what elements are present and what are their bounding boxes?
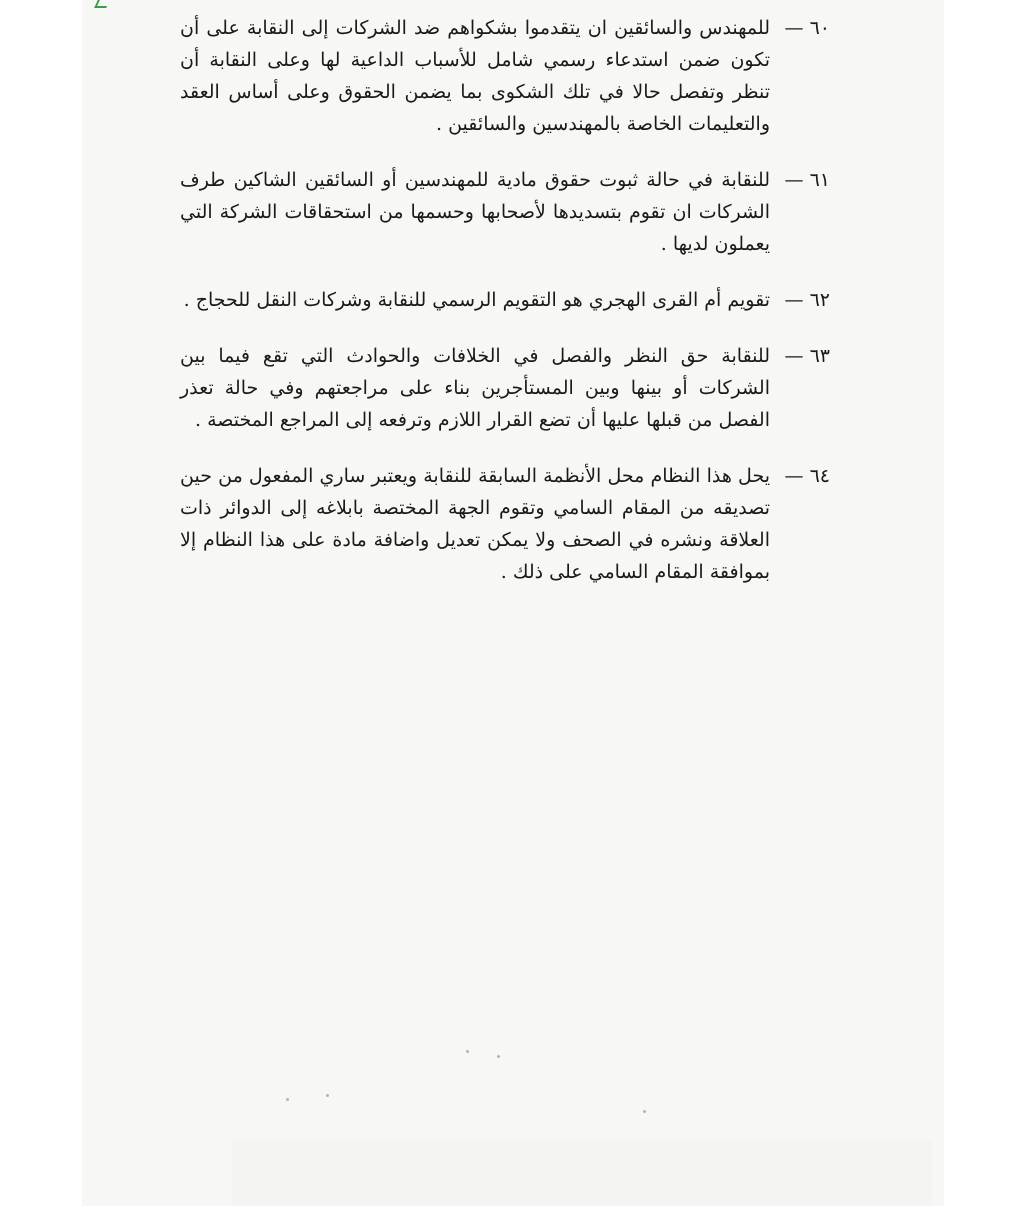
article-text: للمهندس والسائقين ان يتقدموا بشكواهم ضد الشركات إلى النقابة على أن تكون ضمن استدعاء رسمي شامل للأسباب الداعية لها وعلى النقابة أن تنظر وتفصل حالا في تلك الشكوى بما يضمن الحقوق وعلى أساس العقد والتعليمات الخاصة بالمهندسين والسائقين . bbox=[180, 17, 770, 135]
article-60 bbox=[180, 12, 830, 140]
articles-list bbox=[180, 12, 830, 612]
article-number: ٦٣ — bbox=[784, 345, 830, 367]
article-number: ٦٢ — bbox=[784, 289, 830, 311]
article-number: ٦٠ — bbox=[784, 17, 830, 39]
article-text: يحل هذا النظام محل الأنظمة السابقة للنقابة ويعتبر ساري المفعول من حين تصديقه من المقام السامي وتقوم الجهة المختصة بابلاغه إلى الدوائر ذات العلاقة ونشره في الصحف ولا يمكن تعديل واضافة مادة على هذا النظام إلا بموافقة المقام السامي على ذلك . bbox=[180, 465, 770, 583]
article-61 bbox=[180, 164, 830, 260]
article-63 bbox=[180, 340, 830, 436]
scan-speck bbox=[497, 1055, 500, 1058]
article-text: تقويم أم القرى الهجري هو التقويم الرسمي للنقابة وشركات النقل للحجاج . bbox=[183, 289, 770, 311]
article-64 bbox=[180, 460, 830, 588]
scan-speck bbox=[326, 1094, 329, 1097]
page-lower-shade bbox=[232, 1140, 932, 1206]
article-number: ٦١ — bbox=[784, 169, 830, 191]
article-number: ٦٤ — bbox=[784, 465, 830, 487]
scan-speck bbox=[466, 1050, 469, 1053]
scan-speck bbox=[643, 1110, 646, 1113]
article-text: للنقابة في حالة ثبوت حقوق مادية للمهندسين أو السائقين الشاكين طرف الشركات ان تقوم بتسديدها لأصحابها وحسمها من استحقاقات الشركة التي يعملون لديها . bbox=[180, 169, 770, 255]
article-62 bbox=[180, 284, 830, 316]
scan-speck bbox=[286, 1098, 289, 1101]
article-text: للنقابة حق النظر والفصل في الخلافات والحوادث التي تقع فيما بين الشركات أو بينها وبين المستأجرين بناء على مراجعتهم وفي حالة تعذر الفصل من قبلها عليها أن تضع القرار اللازم وترفعه إلى المراجع المختصة . bbox=[180, 345, 770, 431]
